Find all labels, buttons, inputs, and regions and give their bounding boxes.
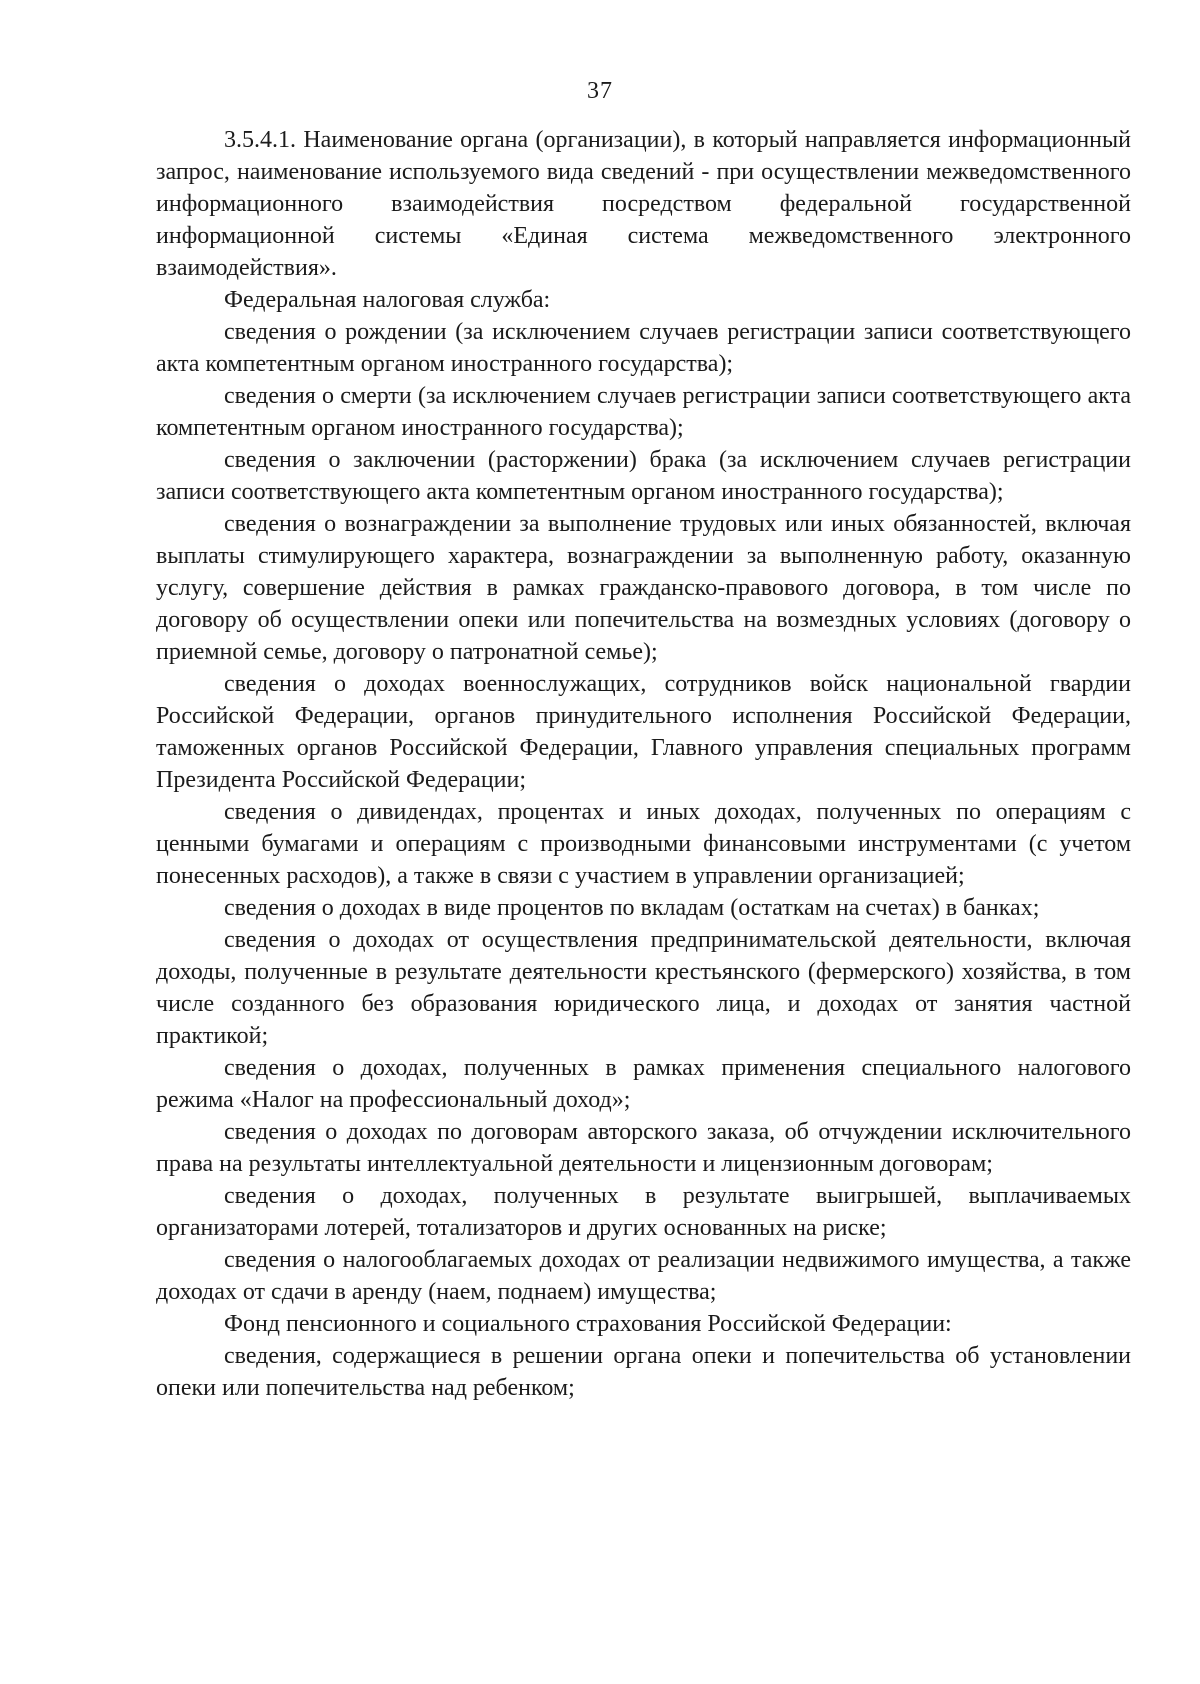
paragraph-military-income-info: сведения о доходах военнослужащих, сотрудников войск национальной гвардии Российской Федерации, органов принудительного исполнения Российской Федерации, таможенных органов Российской Федерации, Главного управления специальных программ Президента Российской Федерации; <box>156 671 1131 793</box>
paragraph-birth-info: сведения о рождении (за исключением случаев регистрации записи соответствующего акта компетентным органом иностранного государства); <box>156 319 1131 377</box>
paragraph-section-heading: 3.5.4.1. Наименование органа (организации), в который направляется информационный запрос, наименование используемого вида сведений - при осуществлении межведомственного информационного взаимодействия посредством федеральной государственной информационной системы «Единая система межведомственного электронного взаимодействия». <box>156 127 1131 281</box>
paragraph-property-income-info: сведения о налогооблагаемых доходах от реализации недвижимого имущества, а также доходах от сдачи в аренду (наем, поднаем) имущества; <box>156 1247 1131 1305</box>
paragraph-deposit-interest-info: сведения о доходах в виде процентов по вкладам (остаткам на счетах) в банках; <box>224 895 1040 921</box>
paragraph-death-info: сведения о смерти (за исключением случаев регистрации записи соответствующего акта компетентным органом иностранного государства); <box>156 383 1131 441</box>
paragraph-agency-fns: Федеральная налоговая служба: <box>224 287 551 313</box>
paragraph-business-income-info: сведения о доходах от осуществления предпринимательской деятельности, включая доходы, полученные в результате деятельности крестьянского (фермерского) хозяйства, в том числе созданного без образования юридического лица, и доходах от занятия частной практикой; <box>156 927 1131 1049</box>
paragraph-remuneration-info: сведения о вознаграждении за выполнение трудовых или иных обязанностей, включая выплаты стимулирующего характера, вознаграждении за выполненную работу, оказанную услугу, совершение действия в рамках гражданско-правового договора, в том числе по договору об осуществлении опеки или попечительства на возмездных условиях (договору о приемной семье, договору о патронатной семье); <box>156 511 1131 665</box>
page-number: 37 <box>587 78 613 104</box>
paragraph-self-employed-info: сведения о доходах, полученных в рамках применения специального налогового режима «Налог на профессиональный доход»; <box>156 1055 1131 1113</box>
document-body <box>156 124 1131 1404</box>
paragraph-lottery-winnings-info: сведения о доходах, полученных в результате выигрышей, выплачиваемых организаторами лотерей, тотализаторов и других основанных на риске; <box>156 1183 1131 1241</box>
paragraph-dividends-info: сведения о дивидендах, процентах и иных доходах, полученных по операциям с ценными бумагами и операциям с производными финансовыми инструментами (с учетом понесенных расходов), а также в связи с участием в управлении организацией; <box>156 799 1131 889</box>
paragraph-guardianship-info: сведения, содержащиеся в решении органа опеки и попечительства об установлении опеки или попечительства над ребенком; <box>156 1343 1131 1401</box>
paragraph-copyright-income-info: сведения о доходах по договорам авторского заказа, об отчуждении исключительного права на результаты интеллектуальной деятельности и лицензионным договорам; <box>156 1119 1131 1177</box>
paragraph-agency-pension-fund: Фонд пенсионного и социального страхования Российской Федерации: <box>224 1311 952 1337</box>
paragraph-marriage-info: сведения о заключении (расторжении) брака (за исключением случаев регистрации записи соответствующего акта компетентным органом иностранного государства); <box>156 447 1131 505</box>
